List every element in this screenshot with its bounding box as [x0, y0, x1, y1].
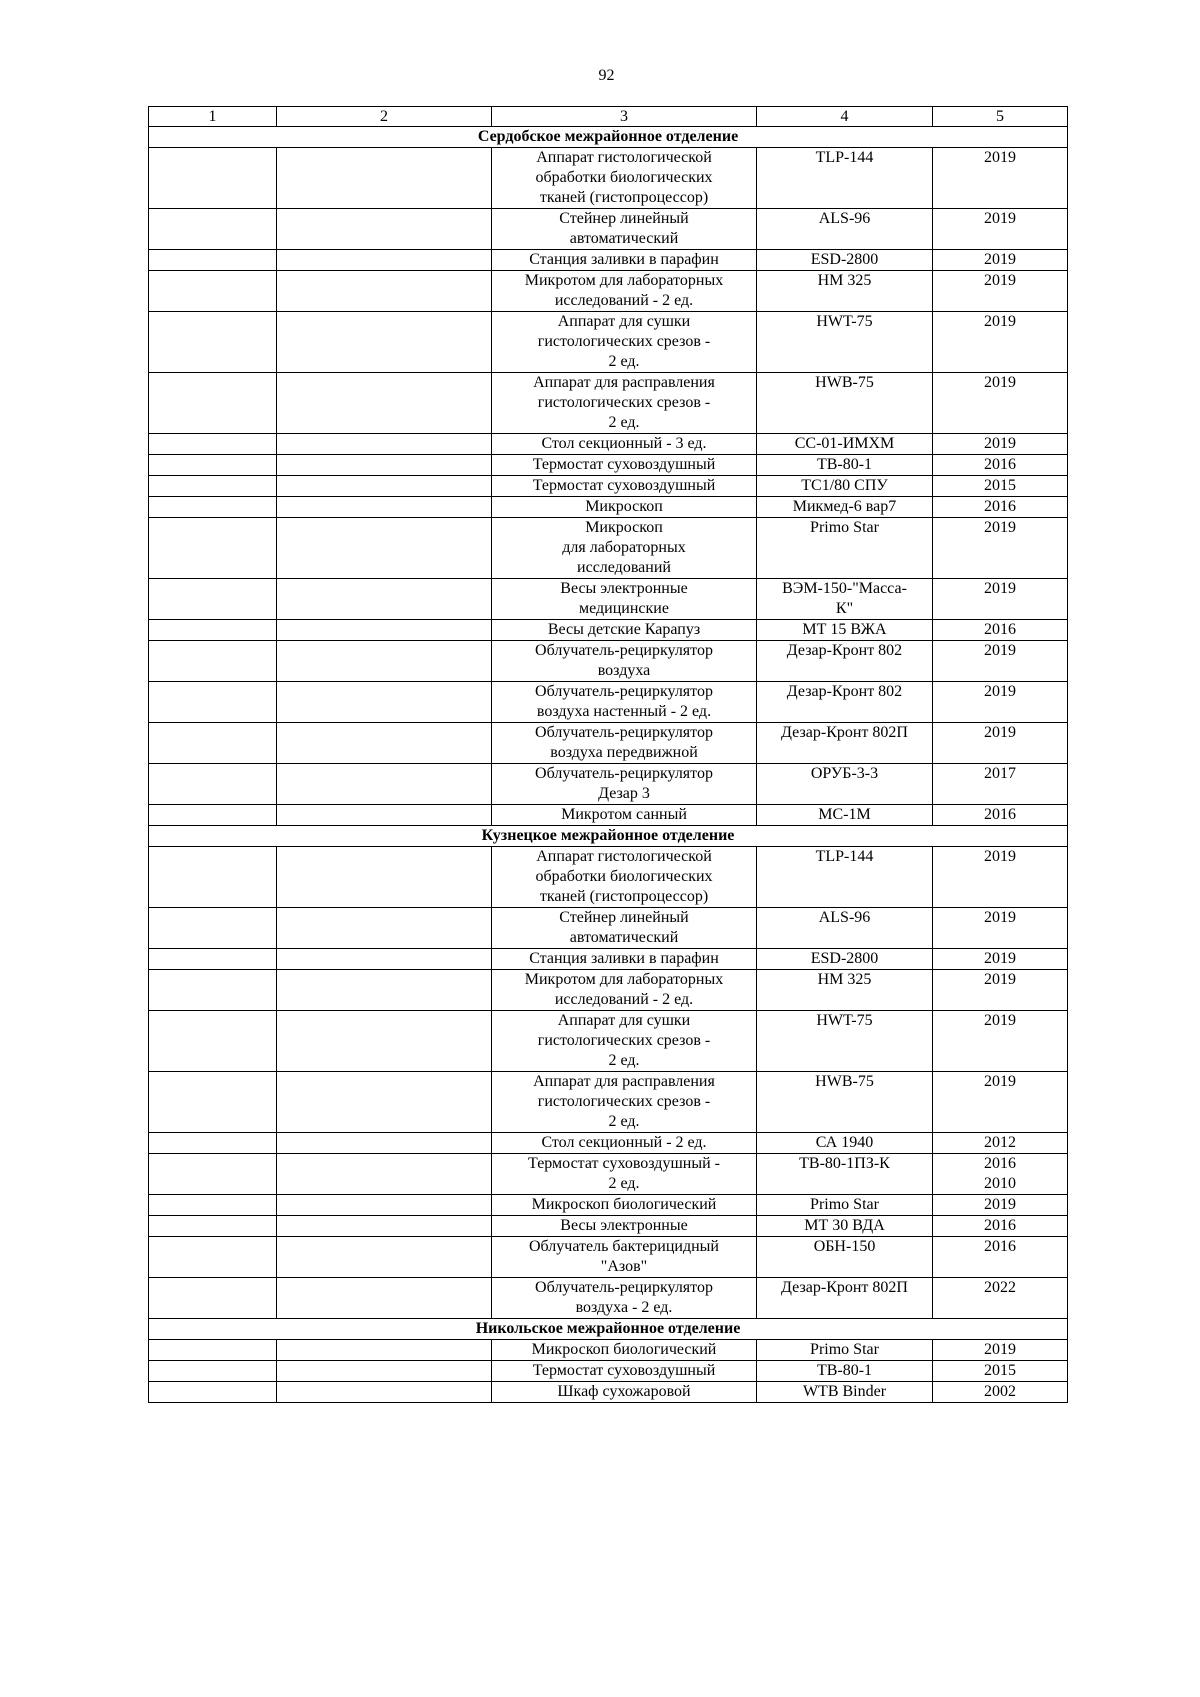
institution-cell: [277, 1278, 492, 1319]
model-cell: СА 1940: [757, 1133, 933, 1154]
institution-cell: [277, 209, 492, 250]
year-cell: 2002: [933, 1382, 1068, 1403]
table-row: [149, 518, 1068, 579]
institution-cell: [277, 434, 492, 455]
model-cell: HWB-75: [757, 1072, 933, 1133]
institution-cell: [277, 641, 492, 682]
year-cell: 2016: [933, 1237, 1068, 1278]
number-cell: [149, 805, 277, 826]
number-cell: [149, 970, 277, 1011]
model-cell: ТС1/80 СПУ: [757, 476, 933, 497]
model-cell: HWT-75: [757, 312, 933, 373]
year-cell: 2019: [933, 723, 1068, 764]
model-cell: Дезар-Кронт 802: [757, 682, 933, 723]
number-cell: [149, 1340, 277, 1361]
number-cell: [149, 518, 277, 579]
year-cell: 2019: [933, 1340, 1068, 1361]
number-cell: [149, 434, 277, 455]
table-row: [149, 1216, 1068, 1237]
year-cell: 2019: [933, 250, 1068, 271]
equipment-name-cell: Весы электронные: [492, 1216, 757, 1237]
institution-cell: [277, 1195, 492, 1216]
section-title: Сердобское межрайонное отделение: [149, 127, 1068, 148]
equipment-name-cell: Термостат суховоздушный: [492, 476, 757, 497]
table-row: [149, 764, 1068, 805]
equipment-name-cell: Стол секционный - 3 ед.: [492, 434, 757, 455]
model-cell: ОРУБ-3-3: [757, 764, 933, 805]
model-cell: Дезар-Кронт 802: [757, 641, 933, 682]
institution-cell: [277, 908, 492, 949]
year-cell: 2019: [933, 970, 1068, 1011]
number-cell: [149, 949, 277, 970]
institution-cell: [277, 455, 492, 476]
year-cell: 2016: [933, 455, 1068, 476]
table-row: [149, 373, 1068, 434]
year-cell: 2012: [933, 1133, 1068, 1154]
equipment-name-cell: Облучатель-рециркулятор воздуха: [492, 641, 757, 682]
year-cell: 2019: [933, 312, 1068, 373]
institution-cell: [277, 949, 492, 970]
column-header: 4: [757, 107, 933, 127]
table-row: [149, 1278, 1068, 1319]
institution-cell: [277, 1237, 492, 1278]
equipment-name-cell: Микротом для лабораторных исследований - 2 ед.: [492, 271, 757, 312]
model-cell: ВЭМ-150-"Масса- К": [757, 579, 933, 620]
equipment-name-cell: Аппарат для сушки гистологических срезов - 2 ед.: [492, 1011, 757, 1072]
table-row: [149, 949, 1068, 970]
year-cell: 2016: [933, 620, 1068, 641]
year-cell: 2019: [933, 1072, 1068, 1133]
number-cell: [149, 1011, 277, 1072]
equipment-name-cell: Микротом для лабораторных исследований - 2 ед.: [492, 970, 757, 1011]
model-cell: ОБН-150: [757, 1237, 933, 1278]
number-cell: [149, 148, 277, 209]
equipment-name-cell: Микроскоп биологический: [492, 1195, 757, 1216]
table-row: [149, 209, 1068, 250]
number-cell: [149, 1278, 277, 1319]
table-row: [149, 908, 1068, 949]
model-cell: Primo Star: [757, 1195, 933, 1216]
section-title: Никольское межрайонное отделение: [149, 1319, 1068, 1340]
equipment-table: [148, 106, 1068, 1403]
year-cell: 2019: [933, 579, 1068, 620]
table-row: [149, 620, 1068, 641]
year-cell: 2019: [933, 641, 1068, 682]
number-cell: [149, 1195, 277, 1216]
year-cell: 2016: [933, 497, 1068, 518]
model-cell: Дезар-Кронт 802П: [757, 723, 933, 764]
institution-cell: [277, 764, 492, 805]
equipment-name-cell: Аппарат для расправления гистологических срезов - 2 ед.: [492, 1072, 757, 1133]
equipment-table-body: [149, 107, 1068, 1403]
number-cell: [149, 1361, 277, 1382]
number-cell: [149, 476, 277, 497]
section-row: [149, 127, 1068, 148]
equipment-name-cell: Весы детские Карапуз: [492, 620, 757, 641]
institution-cell: [277, 518, 492, 579]
model-cell: WTB Binder: [757, 1382, 933, 1403]
equipment-name-cell: Аппарат гистологической обработки биологических тканей (гистопроцессор): [492, 847, 757, 908]
year-cell: 2015: [933, 1361, 1068, 1382]
institution-cell: [277, 805, 492, 826]
equipment-name-cell: Стейнер линейный автоматический: [492, 908, 757, 949]
number-cell: [149, 908, 277, 949]
year-cell: 2017: [933, 764, 1068, 805]
model-cell: HWB-75: [757, 373, 933, 434]
institution-cell: [277, 1154, 492, 1195]
year-cell: 2019: [933, 1195, 1068, 1216]
equipment-name-cell: Микроскоп: [492, 497, 757, 518]
year-cell: 2019: [933, 949, 1068, 970]
institution-cell: [277, 1361, 492, 1382]
table-row: [149, 312, 1068, 373]
table-row: [149, 641, 1068, 682]
number-cell: [149, 312, 277, 373]
number-cell: [149, 497, 277, 518]
number-cell: [149, 1382, 277, 1403]
institution-cell: [277, 312, 492, 373]
year-cell: 2019: [933, 518, 1068, 579]
number-cell: [149, 1216, 277, 1237]
equipment-name-cell: Весы электронные медицинские: [492, 579, 757, 620]
equipment-name-cell: Станция заливки в парафин: [492, 949, 757, 970]
number-cell: [149, 455, 277, 476]
equipment-name-cell: Аппарат для сушки гистологических срезов - 2 ед.: [492, 312, 757, 373]
year-cell: 2019: [933, 908, 1068, 949]
equipment-name-cell: Термостат суховоздушный: [492, 1361, 757, 1382]
equipment-name-cell: Аппарат для расправления гистологических срезов - 2 ед.: [492, 373, 757, 434]
table-row: [149, 1237, 1068, 1278]
institution-cell: [277, 497, 492, 518]
institution-cell: [277, 1216, 492, 1237]
table-row: [149, 723, 1068, 764]
equipment-name-cell: Шкаф сухожаровой: [492, 1382, 757, 1403]
number-cell: [149, 682, 277, 723]
number-cell: [149, 1154, 277, 1195]
table-row: [149, 1340, 1068, 1361]
page-number: 92: [598, 67, 615, 84]
equipment-name-cell: Стейнер линейный автоматический: [492, 209, 757, 250]
equipment-name-cell: Облучатель-рециркулятор воздуха передвижной: [492, 723, 757, 764]
institution-cell: [277, 847, 492, 908]
table-row: [149, 847, 1068, 908]
institution-cell: [277, 148, 492, 209]
institution-cell: [277, 1011, 492, 1072]
number-cell: [149, 373, 277, 434]
number-cell: [149, 271, 277, 312]
institution-cell: [277, 620, 492, 641]
year-cell: 2016: [933, 805, 1068, 826]
year-cell: 2019: [933, 209, 1068, 250]
table-row: [149, 148, 1068, 209]
institution-cell: [277, 1072, 492, 1133]
table-row: [149, 1011, 1068, 1072]
model-cell: Дезар-Кронт 802П: [757, 1278, 933, 1319]
number-cell: [149, 764, 277, 805]
year-cell: 2019: [933, 847, 1068, 908]
number-cell: [149, 1237, 277, 1278]
column-header: 2: [277, 107, 492, 127]
equipment-name-cell: Термостат суховоздушный: [492, 455, 757, 476]
model-cell: Primo Star: [757, 518, 933, 579]
model-cell: ALS-96: [757, 209, 933, 250]
equipment-name-cell: Термостат суховоздушный - 2 ед.: [492, 1154, 757, 1195]
table-row: [149, 1072, 1068, 1133]
model-cell: МС-1М: [757, 805, 933, 826]
number-cell: [149, 250, 277, 271]
model-cell: СС-01-ИМХМ: [757, 434, 933, 455]
table-row: [149, 579, 1068, 620]
number-cell: [149, 847, 277, 908]
institution-cell: [277, 1340, 492, 1361]
column-header: 3: [492, 107, 757, 127]
number-cell: [149, 209, 277, 250]
number-cell: [149, 723, 277, 764]
table-row: [149, 476, 1068, 497]
institution-cell: [277, 271, 492, 312]
year-cell: 2016: [933, 1216, 1068, 1237]
model-cell: ТВ-80-1ПЗ-К: [757, 1154, 933, 1195]
table-row: [149, 682, 1068, 723]
equipment-name-cell: Микроскоп биологический: [492, 1340, 757, 1361]
table-row: [149, 1361, 1068, 1382]
table-row: [149, 1154, 1068, 1195]
institution-cell: [277, 476, 492, 497]
institution-cell: [277, 970, 492, 1011]
model-cell: МТ 30 ВДА: [757, 1216, 933, 1237]
table-row: [149, 1195, 1068, 1216]
model-cell: Primo Star: [757, 1340, 933, 1361]
table-row: [149, 1133, 1068, 1154]
table-row: [149, 970, 1068, 1011]
year-cell: 2022: [933, 1278, 1068, 1319]
institution-cell: [277, 250, 492, 271]
table-row: [149, 455, 1068, 476]
model-cell: ESD-2800: [757, 250, 933, 271]
column-header-row: [149, 107, 1068, 127]
year-cell: 2015: [933, 476, 1068, 497]
equipment-name-cell: Облучатель бактерицидный "Азов": [492, 1237, 757, 1278]
model-cell: ESD-2800: [757, 949, 933, 970]
institution-cell: [277, 579, 492, 620]
column-header: 1: [149, 107, 277, 127]
equipment-name-cell: Микротом санный: [492, 805, 757, 826]
model-cell: ТВ-80-1: [757, 455, 933, 476]
year-cell: 2019: [933, 373, 1068, 434]
model-cell: HM 325: [757, 271, 933, 312]
number-cell: [149, 620, 277, 641]
table-row: [149, 434, 1068, 455]
number-cell: [149, 579, 277, 620]
year-cell: 2019: [933, 1011, 1068, 1072]
section-title: Кузнецкое межрайонное отделение: [149, 826, 1068, 847]
model-cell: HM 325: [757, 970, 933, 1011]
model-cell: ALS-96: [757, 908, 933, 949]
model-cell: HWT-75: [757, 1011, 933, 1072]
table-row: [149, 805, 1068, 826]
year-cell: 2016 2010: [933, 1154, 1068, 1195]
institution-cell: [277, 723, 492, 764]
number-cell: [149, 1133, 277, 1154]
number-cell: [149, 1072, 277, 1133]
equipment-name-cell: Облучатель-рециркулятор воздуха - 2 ед.: [492, 1278, 757, 1319]
year-cell: 2019: [933, 434, 1068, 455]
equipment-name-cell: Станция заливки в парафин: [492, 250, 757, 271]
equipment-name-cell: Облучатель-рециркулятор Дезар 3: [492, 764, 757, 805]
year-cell: 2019: [933, 271, 1068, 312]
model-cell: TLP-144: [757, 148, 933, 209]
equipment-name-cell: Микроскоп для лабораторных исследований: [492, 518, 757, 579]
model-cell: ТВ-80-1: [757, 1361, 933, 1382]
table-row: [149, 497, 1068, 518]
table-row: [149, 250, 1068, 271]
table-row: [149, 271, 1068, 312]
section-row: [149, 1319, 1068, 1340]
equipment-name-cell: Аппарат гистологической обработки биологических тканей (гистопроцессор): [492, 148, 757, 209]
section-row: [149, 826, 1068, 847]
institution-cell: [277, 373, 492, 434]
institution-cell: [277, 1133, 492, 1154]
equipment-name-cell: Облучатель-рециркулятор воздуха настенный - 2 ед.: [492, 682, 757, 723]
number-cell: [149, 641, 277, 682]
model-cell: Микмед-6 вар7: [757, 497, 933, 518]
model-cell: МТ 15 ВЖА: [757, 620, 933, 641]
institution-cell: [277, 682, 492, 723]
equipment-name-cell: Стол секционный - 2 ед.: [492, 1133, 757, 1154]
year-cell: 2019: [933, 682, 1068, 723]
institution-cell: [277, 1382, 492, 1403]
model-cell: TLP-144: [757, 847, 933, 908]
table-row: [149, 1382, 1068, 1403]
column-header: 5: [933, 107, 1068, 127]
year-cell: 2019: [933, 148, 1068, 209]
